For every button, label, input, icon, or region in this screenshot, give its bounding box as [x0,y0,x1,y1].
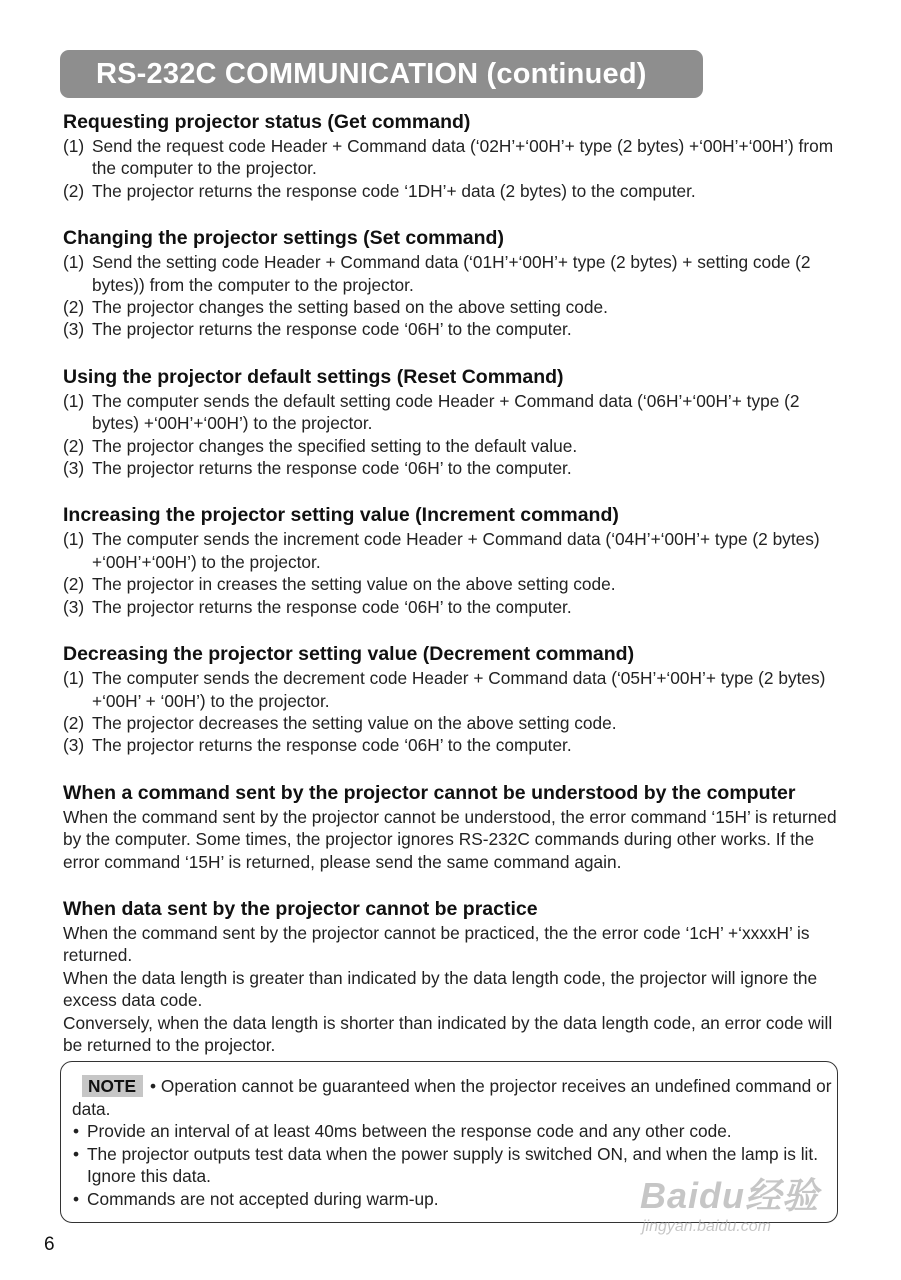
item-text: The computer sends the increment code Header + Command data (‘04H’+‘00H’+ type (2 bytes) +‘00H’+‘00H’) to the projector. [92,529,820,572]
section-get-command [63,110,848,202]
item-number: (1) [63,136,85,156]
section-command-not-understood [63,781,848,873]
note-text: Operation cannot be guaranteed when the projector receives an undefined command or data. [72,1076,832,1119]
bullet-dot: • [73,1143,80,1164]
watermark [640,1168,845,1248]
item-text: The projector decreases the setting value on the above setting code. [92,712,617,733]
list-item [63,573,848,595]
section-title: Decreasing the projector setting value (Decrement command) [63,643,635,666]
bullet-dot: • [73,1121,80,1141]
item-number: (3) [63,596,85,617]
item-text: The computer sends the default setting code Header + Command data (‘06H’+‘00H’+ type (2 bytes) +‘00H’+‘00H’) to the projector. [92,390,800,434]
item-text: The projector returns the response code ‘06H’ to the computer. [92,596,572,617]
note-text: Commands are not accepted during warm-up. [87,1188,439,1209]
section-title: When a command sent by the projector cannot be understood by the computer [63,781,796,804]
note-text: Provide an interval of at least 40ms between the response code and any other code. [87,1121,732,1141]
section-increment-command [63,503,848,618]
item-text: The projector returns the response code ‘06H’ to the computer. [92,458,572,479]
list-item [63,596,848,618]
item-text: The computer sends the decrement code Header + Command data (‘05H’+‘00H’+ type (2 bytes) +‘00H’ + ‘00H’) to the projector. [92,668,826,711]
note-bullet [72,1120,832,1143]
item-text: The projector returns the response code ‘1DH’+ data (2 bytes) to the computer. [92,180,696,201]
watermark-logo: Baidu经验 [640,1175,820,1216]
item-number: (3) [63,735,85,756]
section-title: Using the projector default settings (Reset Command) [63,365,564,388]
list-item [63,734,848,756]
bullet-dot: • [73,1188,80,1209]
item-number: (1) [63,390,85,411]
list-item [63,251,848,296]
item-text: The projector returns the response code ‘06H’ to the computer. [92,319,572,340]
section-set-command [63,226,848,341]
list-item [63,296,848,318]
item-number: (1) [63,529,85,550]
list-item [63,528,848,573]
item-text: The projector changes the setting based on the above setting code. [92,297,608,318]
list-item [63,135,848,180]
list-item [63,667,848,712]
item-number: (1) [63,668,85,689]
item-text: Send the request code Header + Command data (‘02H’+‘00H’+ type (2 bytes) +‘00H’+‘00H’) from the computer to the projector. [92,136,834,179]
section-reset-command [63,365,848,480]
section-title: Changing the projector settings (Set command) [63,227,504,250]
item-number: (2) [63,297,85,318]
section-title: Increasing the projector setting value (Increment command) [63,504,619,527]
list-item [63,390,848,435]
item-number: (2) [63,712,85,733]
item-number: (2) [63,574,85,595]
item-text: The projector returns the response code ‘06H’ to the computer. [92,735,572,756]
item-number: (2) [63,435,85,456]
main-content [63,110,848,1080]
paragraph: When the command sent by the projector cannot be practiced, the the error code ‘1cH’ +‘xxxxH’ is returned. [63,922,810,966]
paragraph: When the command sent by the projector cannot be understood, the error command ‘15H’ is returned by the computer. Some times, the projector ignores RS-232C commands during other works. If the error command ‘15H’ is returned, please send the same command again. [63,806,837,872]
list-item [63,318,848,340]
watermark-url: jingyan.baidu.com [642,1218,771,1235]
note-first-line [72,1075,832,1120]
section-decrement-command [63,642,848,757]
list-item [63,457,848,479]
item-number: (1) [63,252,85,273]
page-title: RS-232C COMMUNICATION (continued) [96,58,647,90]
header-banner [60,50,703,98]
bullet-dot: • [150,1076,157,1096]
note-label: NOTE [82,1075,143,1097]
section-title: Requesting projector status (Get command) [63,111,471,133]
list-item [63,180,848,202]
paragraph: Conversely, when the data length is shorter than indicated by the data length code, an error code will be returned to the projector. [63,1012,833,1055]
item-number: (2) [63,180,85,201]
note-text: The projector outputs test data when the power supply is switched ON, and when the lamp is lit. Ignore this data. [87,1143,818,1186]
item-text: Send the setting code Header + Command data (‘01H’+‘00H’+ type (2 bytes) + setting code (2 bytes)) from the computer to the projector. [92,252,811,295]
list-item [63,712,848,734]
list-item [63,435,848,457]
section-title: When data sent by the projector cannot be practice [63,897,538,920]
item-text: The projector changes the specified setting to the default value. [92,435,578,456]
section-data-not-practiced [63,897,848,1056]
item-number: (3) [63,458,85,479]
paragraph: When the data length is greater than indicated by the data length code, the projector will ignore the excess data code. [63,967,818,1011]
page-number: 6 [44,1234,55,1255]
item-number: (3) [63,319,85,340]
item-text: The projector in creases the setting value on the above setting code. [92,574,616,595]
